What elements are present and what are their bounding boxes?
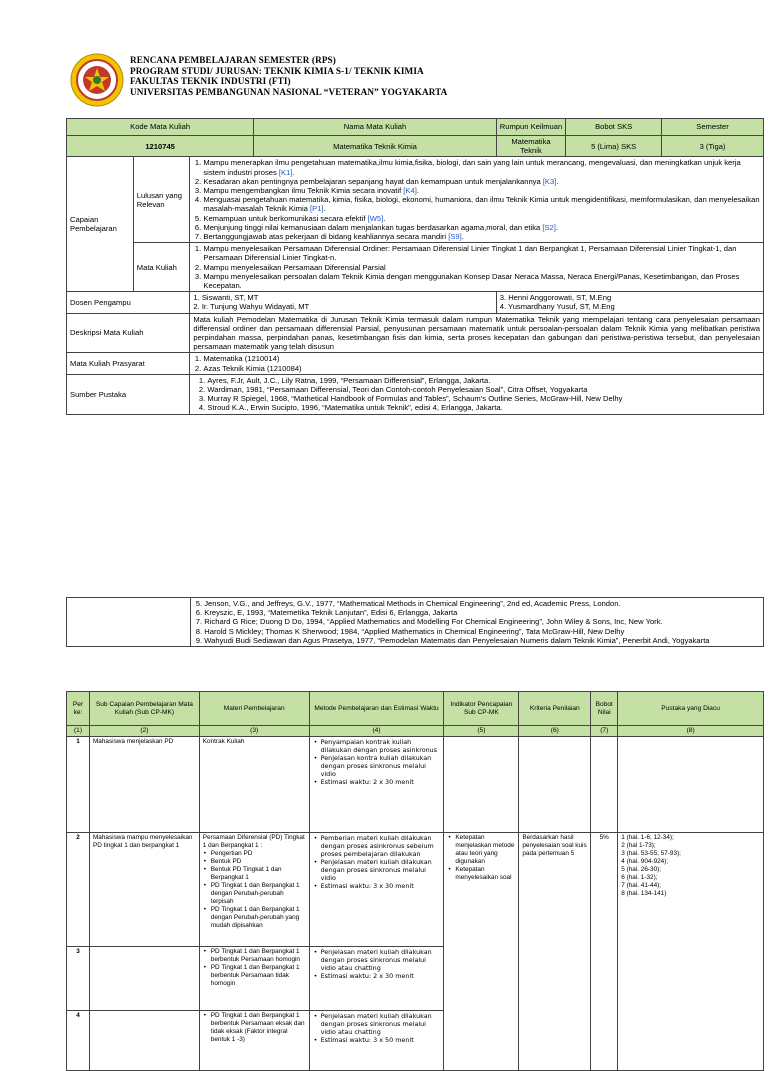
plan-bobot xyxy=(591,737,618,833)
cp-lulusan-item: 6. Menjunjung tinggi nilai kemanusiaan dalam menjalankan tugas berdasarkan agama,moral, dan etika [S2]. xyxy=(203,223,760,232)
cp-lulusan-item: 7. Bertanggungjawab atas pekerjaan di bidang keahliannya secara mandiri [S9]. xyxy=(203,232,760,241)
plan-week: 4 xyxy=(67,1011,90,1071)
cp-code: [K1] xyxy=(278,167,293,177)
pustaka-reference: 8 (hal. 134-141) xyxy=(621,890,667,897)
pustaka-label: Sumber Pustaka xyxy=(67,374,190,414)
course-code-header: Kode Mata Kuliah xyxy=(67,119,254,136)
metode-item: • Penjelasan kontra kuliah dilakukan dengan proses sinkronus melalui vidio xyxy=(321,754,441,778)
plan-column-header: Kriteria Penilaian xyxy=(519,692,591,726)
plan-materi xyxy=(199,833,309,947)
page-gap xyxy=(0,500,768,585)
plan-metode xyxy=(309,737,444,833)
learning-plan-table xyxy=(66,691,764,1071)
prasyarat-item: 2. Azas Teknik Kimia (1210084) xyxy=(203,364,760,373)
cp-code: [P1] xyxy=(310,204,324,214)
cp-mk-label: Mata Kuliah xyxy=(133,243,190,292)
materi-item: • PD Tingkat 1 dan Berpangkat 1 dengan Perubah-perubah terpisah xyxy=(211,882,306,906)
pustaka-continued-list xyxy=(190,598,763,647)
document-header xyxy=(130,55,447,97)
materi-item: • Bentuk PD xyxy=(211,858,306,866)
plan-metode xyxy=(309,833,444,947)
cp-lulusan-item: 4. Menguasai pengetahuan matematika, kimia, fisika, biologi, ekonomi, humaniora, dan ilmu Teknik Kimia untuk mengidentifikasi, memformulasikan, dan menyelesaikan masalah-masalah Teknik Kimia [P1]. xyxy=(203,195,760,213)
pustaka-item xyxy=(194,617,760,626)
plan-column-number: (3) xyxy=(199,726,309,737)
plan-column-number: (4) xyxy=(309,726,444,737)
cp-lulusan-item: 5. Kemampuan untuk berkomunikasi secara efektif [W5]. xyxy=(203,214,760,223)
plan-sub-cpmk xyxy=(89,1011,199,1071)
pustaka-number: 6. xyxy=(195,608,205,618)
plan-metode xyxy=(309,1011,444,1071)
header-faculty: FAKULTAS TEKNIK INDUSTRI (FTI) xyxy=(130,76,291,87)
metode-item: • Penjelasan materi kuliah dilakukan dengan proses sinkronus melalui vidio xyxy=(321,858,441,882)
pustaka-continued-blank xyxy=(67,598,191,647)
pustaka-item: 2. Wardiman, 1981, “Persamaan Differensial, Teori dan Contoh-contoh Penyelesaian Soal”, Citra Offset, Yogyakarta xyxy=(207,385,760,394)
materi-heading: Kontrak Kuliah xyxy=(202,738,245,745)
materi-item: • PD Tingkat 1 dan Berpangkat 1 dengan Perubah-perubah yang mudah dipisahkan xyxy=(211,906,306,930)
cp-mk-list xyxy=(190,243,764,292)
plan-materi xyxy=(199,947,309,1011)
pustaka-reference: 4 (hal. 904-924); xyxy=(621,858,669,865)
cp-code: [W5] xyxy=(367,213,384,223)
pustaka-text: Kreyszic, E, 1993, “Matemetika Teknik Lanjutan”, Edisi 6, Erlangga, Jakarta xyxy=(204,608,458,618)
dosen-right xyxy=(496,292,763,313)
plan-row xyxy=(67,737,764,833)
pustaka-text: Jenson, V.G., and Jeffreys, G.V., 1977, “Mathematical Methods in Chemical Engineering”, 2nd ed, Academic Press, London. xyxy=(204,599,621,608)
pustaka-list xyxy=(190,374,764,414)
rps-page-2 xyxy=(0,585,768,1044)
plan-column-header: Materi Pembelajaran xyxy=(199,692,309,726)
pustaka-text: Wahyudi Budi Sediawan dan Agus Prasetya, 1977, “Pemodelan Matematis dan Penyelesaian Numeris dalam Teknik Kimia”, Penerbit Andi, Yogyakarta xyxy=(204,635,710,645)
plan-column-number: (7) xyxy=(591,726,618,737)
course-credit-value: 5 (Lima) SKS xyxy=(566,136,662,157)
pustaka-number: 9. xyxy=(195,635,205,645)
cp-lulusan-list xyxy=(190,157,764,243)
pustaka-continued-table xyxy=(66,597,764,647)
plan-row xyxy=(67,833,764,947)
plan-materi xyxy=(199,1011,309,1071)
prasyarat-list xyxy=(190,353,764,374)
course-name-value: Matematika Teknik Kimia xyxy=(254,136,497,157)
indikator-item: • Ketepatan menjelaskan metode atau teori yang digunakan xyxy=(455,834,515,866)
cp-code: [S2] xyxy=(542,222,556,232)
plan-week: 2 xyxy=(67,833,90,947)
metode-item: • Estimasi waktu: 2 x 30 menit xyxy=(321,778,441,786)
pustaka-number: 5. xyxy=(195,599,205,608)
cp-mk-item: 3. Mampu menyelesaikan persoalan dalam Teknik Kimia dengan menggunakan Konsep Dasar Neraca Massa, Neraca Energi/Panas, Kesetimbangan, dan Proses Kecepatan. xyxy=(203,272,760,290)
indikator-item: • Ketepatan menyelesaikan soal xyxy=(455,866,515,882)
cp-lulusan-item: 1. Mampu menerapkan ilmu pengetahuan matematika,ilmu kimia,fisika, biologi, dan sain yang lain untuk merancang, mengevaluasi, dan meningkatkan unjuk kerja sistem industri proses [K1]. xyxy=(203,158,760,176)
pustaka-reference: 6 (hal. 1-32); xyxy=(621,874,658,881)
pustaka-text: Harold S Mickley; Thomas K Sherwood; 1984, “Applied Mathematics in Chemical Engineering”, Tata McGraw-Hill, New Delhy xyxy=(204,626,625,636)
prasyarat-item: 1. Matematika (1210014) xyxy=(203,354,760,363)
plan-week: 1 xyxy=(67,737,90,833)
pustaka-item: 3. Murray R Spiegel, 1968, “Mathetical Handbook of Formulas and Tables”, Schaum’s Outline Series, McGraw-Hill, New Delhy xyxy=(207,394,760,403)
pustaka-text: Richard G Rice; Duong D Do, 1994, “Applied Mathematics and Modelling For Chemical Engineering”, John Wiley & Sons, Inc, New York. xyxy=(204,617,663,627)
course-cluster-header: Rumpun Keilmuan xyxy=(496,119,565,136)
plan-kriteria xyxy=(519,737,591,833)
metode-item: • Penjelasan materi kuliah dilakukan dengan proses sinkronus melalui vidio atau chatting xyxy=(321,948,441,972)
dosen-left xyxy=(190,292,496,313)
plan-metode xyxy=(309,947,444,1011)
plan-sub-cpmk xyxy=(89,947,199,1011)
plan-column-header: Pustaka yang Diacu xyxy=(618,692,764,726)
plan-pustaka xyxy=(618,833,764,1071)
course-cluster-value: Matematika Teknik xyxy=(496,136,565,157)
course-info-table xyxy=(66,118,764,415)
plan-pustaka xyxy=(618,737,764,833)
dosen-name: 3. Henni Anggorowati, ST, M.Eng xyxy=(499,293,612,303)
plan-week: 3 xyxy=(67,947,90,1011)
pustaka-reference: 1 (hal. 1-6; 12-34); xyxy=(621,834,674,841)
plan-sub-cpmk: Mahasiswa mampu menyelesaikan PD tingkat 1 dan berpangkat 1 xyxy=(89,833,199,947)
materi-item: • Bentuk PD Tingkat 1 dan Berpangkat 1 xyxy=(211,866,306,882)
pustaka-item xyxy=(194,599,760,608)
header-title: RENCANA PEMBELAJARAN SEMESTER (RPS) xyxy=(130,55,336,65)
metode-item: • Estimasi waktu: 3 x 30 menit xyxy=(321,882,441,890)
plan-column-number: (8) xyxy=(618,726,764,737)
materi-heading: Persamaan Diferensial (PD) Tingkat 1 dan Berpangkat 1 : xyxy=(202,834,305,849)
dosen-name: 1. Siswanti, ST, MT xyxy=(193,293,259,303)
course-name-header: Nama Mata Kuliah xyxy=(254,119,497,136)
plan-column-header: Sub Capaian Pembelajaran Mata Kuliah (Sub CP-MK) xyxy=(89,692,199,726)
cp-mk-item: 2. Mampu menyelesaikan Persamaan Diferensial Parsial xyxy=(203,263,760,272)
dosen-name: 2. Ir. Tunjung Wahyu Widayati, MT xyxy=(193,302,310,312)
cp-lulusan-item: 3. Mampu mengembangkan ilmu Teknik Kimia secara inovatif [K4]. xyxy=(203,186,760,195)
plan-column-number: (1) xyxy=(67,726,90,737)
cp-code: [K3] xyxy=(542,176,557,186)
plan-kriteria: Berdasarkan hasil penyelesaian soal kuis pada pertemuan 5 xyxy=(519,833,591,1071)
pustaka-reference: 2 (hal 1-73); xyxy=(621,842,656,849)
pustaka-item xyxy=(194,608,760,617)
plan-column-number: (2) xyxy=(89,726,199,737)
course-semester-value: 3 (Tiga) xyxy=(662,136,764,157)
pustaka-number: 7. xyxy=(195,617,205,627)
plan-indikator xyxy=(444,737,519,833)
plan-bobot: 5% xyxy=(591,833,618,1071)
materi-item: • PD Tingkat 1 dan Berpangkat 1 berbentuk Persamaan tidak homogin xyxy=(211,964,306,988)
deskripsi-text: Mata kuliah Pemodelan Matematika di Jurusan Teknik Kimia termasuk dalam rumpun Matematika Teknik yang mempelajari tentang cara penyelesaian persamaan differensial ordiner dan persamaan differensial Parsial, penyusunan persamaan matematik untuk persoalan-persoalan dalam Teknik Kimia yang melibatkan peristiwa perpindahan massa, perpindahan panas, kesetimbangan fisis dan kimia, serta proses kecepatan dan gabungan dari peristiwa-peristiwa tersebut, dan penyelesaian persamaan matematik yang telah disusun xyxy=(190,313,764,353)
plan-sub-cpmk: Mahasiswa menjelaskan PD xyxy=(89,737,199,833)
plan-column-number: (6) xyxy=(519,726,591,737)
dosen-name: 4. Yusmardhany Yusuf, ST, M.Eng xyxy=(499,302,615,312)
pustaka-item xyxy=(194,627,760,636)
course-semester-header: Semester xyxy=(662,119,764,136)
plan-column-header: Bobot Nilai xyxy=(591,692,618,726)
cp-code: [K4] xyxy=(403,186,417,196)
materi-item: • PD Tingkat 1 dan Berpangkat 1 berbentuk Persamaan homogin xyxy=(211,948,306,964)
university-seal-icon xyxy=(70,53,124,107)
cp-lulusan-label: Lulusan yang Relevan xyxy=(133,157,190,243)
prasyarat-label: Mata Kuliah Prasyarat xyxy=(67,353,190,374)
pustaka-item: 4. Stroud K.A., Erwin Sucipto, 1996, “Matematika untuk Teknik”, edisi 4, Erlangga, Jakarta. xyxy=(207,403,760,412)
rps-page-1 xyxy=(0,0,768,500)
plan-indikator xyxy=(444,833,519,1071)
pustaka-reference: 7 (hal. 41-44); xyxy=(621,882,662,889)
pustaka-item xyxy=(194,636,760,645)
pustaka-reference: 3 (hal. 53-55, 57-93); xyxy=(621,850,681,857)
deskripsi-label: Deskripsi Mata Kuliah xyxy=(67,313,190,353)
pustaka-item: 1. Ayres, F.Jr, Ault, J.C., Lily Ratna, 1999, “Persamaan Differensial”, Erlangga, Jakarta. xyxy=(207,376,760,385)
metode-item: • Penyampaian kontrak kuliah dilakukan dengan proses asinkronus xyxy=(321,738,441,754)
dosen-label: Dosen Pengampu xyxy=(67,292,190,313)
course-credit-header: Bobot SKS xyxy=(566,119,662,136)
pustaka-number: 8. xyxy=(195,626,205,636)
metode-item: • Penjelasan materi kuliah dilakukan dengan proses sinkronus melalui vidio atau chatting xyxy=(321,1012,441,1036)
pustaka-reference: 5 (hal. 26-30); xyxy=(621,866,662,873)
cp-mk-item: 1. Mampu menyelesaikan Persamaan Diferensial Ordiner: Persamaan Diferensial Linier Tingkat 1 dan Berpangkat 1, Persamaan Diferensial Linier Tingkat-1, dan Persamaan Diferensial Linier Tingkat-n. xyxy=(203,244,760,262)
materi-item: • Pengertian PD xyxy=(211,850,306,858)
metode-item: • Pemberian materi kuliah dilakukan dengan proses asinkronus sebelum proses pembelajaran dilakukan xyxy=(321,834,441,858)
metode-item: • Estimasi waktu: 2 x 30 menit xyxy=(321,972,441,980)
plan-column-header: Per ke: xyxy=(67,692,90,726)
cp-label: Capaian Pembelajaran xyxy=(67,157,134,292)
plan-column-header: Metode Pembelajaran dan Estimasi Waktu xyxy=(309,692,444,726)
metode-item: • Estimasi waktu: 3 x 50 menit xyxy=(321,1036,441,1044)
plan-column-number: (5) xyxy=(444,726,519,737)
header-program: PROGRAM STUDI/ JURUSAN: TEKNIK KIMIA S-1/ TEKNIK KIMIA xyxy=(130,65,424,76)
cp-lulusan-item: 2. Kesadaran akan pentingnya pembelajaran sepanjang hayat dan kemampuan untuk menjalankannya [K3]. xyxy=(203,177,760,186)
course-code-value: 1210745 xyxy=(67,136,254,157)
header-university: UNIVERSITAS PEMBANGUNAN NASIONAL “VETERAN” YOGYAKARTA xyxy=(130,86,448,97)
plan-materi xyxy=(199,737,309,833)
plan-column-header: Indikator Pencapaian Sub CP-MK xyxy=(444,692,519,726)
cp-code: [S9] xyxy=(448,232,462,242)
materi-item: • PD Tingkat 1 dan Berpangkat 1 berbentuk Persamaan eksak dan tidak eksak (Faktor integral bentuk 1 -3) xyxy=(211,1012,306,1044)
